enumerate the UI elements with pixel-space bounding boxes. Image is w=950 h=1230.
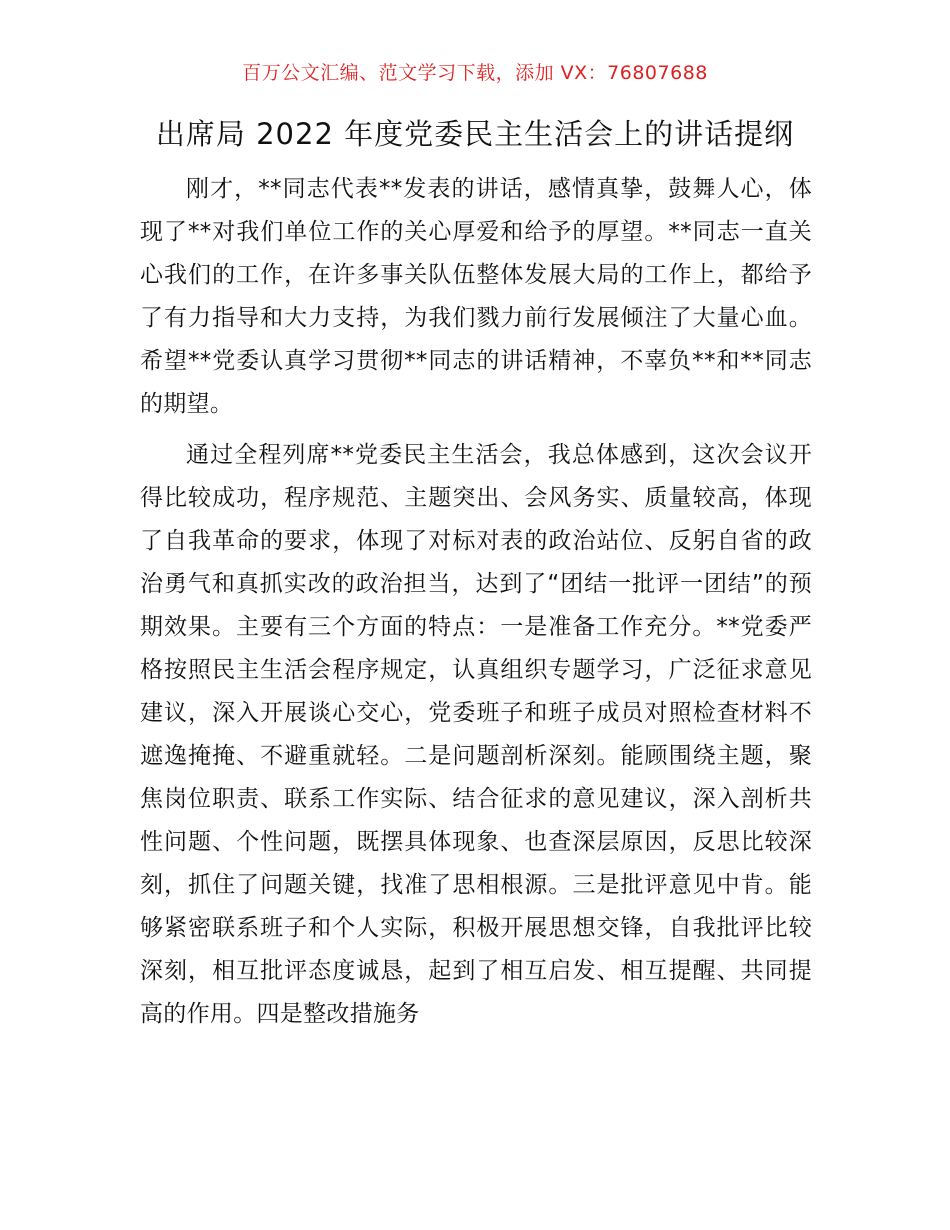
paragraph-1: 刚才，**同志代表**发表的讲话，感情真挚，鼓舞人心，体现了**对我们单位工作的关心厚爱和给予的厚望。**同志一直关心我们的工作，在许多事关队伍整体发展大局的工作上，都给予了有力指导和大力支持，为我们戮力前行发展倾注了大量心血。希望**党委认真学习贯彻**同志的讲话精神，不辜负**和**同志的期望。 <box>140 176 812 417</box>
paragraph-2: 通过全程列席**党委民主生活会，我总体感到，这次会议开得比较成功，程序规范、主题突出、会风务实、质量较高，体现了自我革命的要求，体现了对标对表的政治站位、反躬自省的政治勇气和真抓实改的政治担当，达到了“团结一批评一团结”的预期效果。主要有三个方面的特点：一是准备工作充分。**党委严格按照民主生活会程序规定，认真组织专题学习，广泛征求意见建议，深入开展谈心交心，党委班子和班子成员对照检查材料不遮逸掩掩、不避重就轻。二是问题剖析深刻。能顾围绕主题，聚焦岗位职责、联系工作实际、结合征求的意见建议，深入剖析共性问题、个性问题，既摆具体现象、也查深层原因，反思比较深刻，抓住了问题关键，找准了思相根源。三是批评意见中肯。能够紧密联系班子和个人实际，积极开展思想交锋，自我批评比较深刻，相互批评态度诚恳，起到了相互启发、相互提醒、共同提高的作用。四是整改措施务 <box>140 442 812 1027</box>
watermark-header-text: 百万公文汇编、范文学习下载，添加 VX：76807688 <box>242 62 708 84</box>
document-title: 出席局 2022 年度党委民主生活会上的讲话提纲 <box>155 117 795 151</box>
document-body <box>140 168 812 1036</box>
